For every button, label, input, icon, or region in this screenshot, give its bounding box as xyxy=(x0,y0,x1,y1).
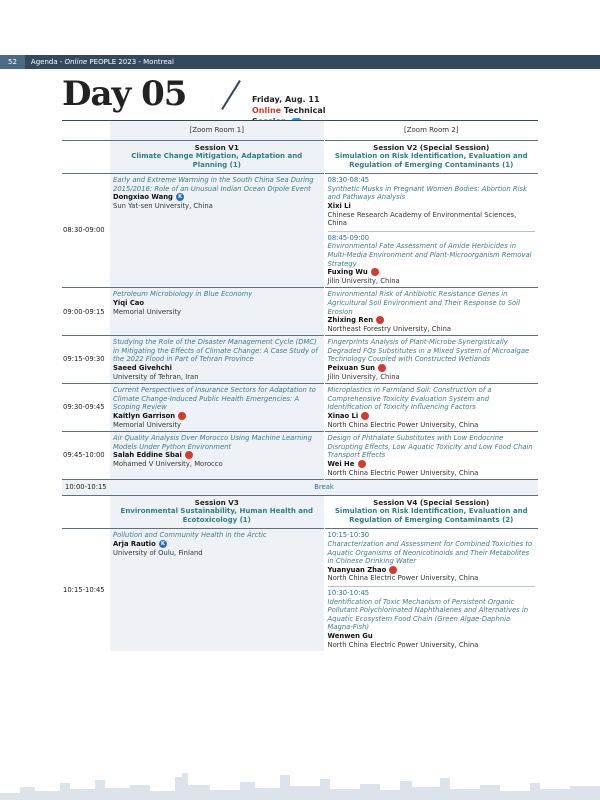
time-slot: 09:00-09:15 xyxy=(62,288,110,336)
table-row xyxy=(62,384,538,432)
talk-cell: Environmental Risk of Antibiotic Resistance Genes in Agricultural Soil Environment and Their Response to Soil Erosion Zhixing Ren Northeast Forestry University, China xyxy=(324,288,538,336)
graduate-cap-icon xyxy=(371,268,379,276)
header-bar xyxy=(0,55,600,69)
table-row xyxy=(62,288,538,336)
session-header-row xyxy=(62,495,538,529)
talk-cell: Fingerprints Analysis of Plant-Microbe Synergistically Degraded FQs Substitutes in a Mixed System of Microalgae Technology Coupled with Constructed Wetlands Peixuan Sun Jilin University, China xyxy=(324,336,538,384)
table-row xyxy=(62,529,538,651)
talk-cell: Pollution and Community Health in the Arctic Arja Rautio K University of Oulu, Finland xyxy=(110,529,324,651)
zoom-room-2: [Zoom Room 2] xyxy=(324,121,538,141)
keynote-icon: K xyxy=(176,193,184,201)
time-slot: 09:15-09:30 xyxy=(62,336,110,384)
graduate-cap-icon xyxy=(389,566,397,574)
time-slot: 10:15-10:45 xyxy=(62,529,110,651)
table-row xyxy=(62,432,538,480)
session-type: Technical xyxy=(283,106,326,115)
talk-cell: Current Perspectives of Insurance Sectors for Adaptation to Climate Change-Induced Public Health Emergencies: A Scoping Review Kaitlyn Garrison Memorial University xyxy=(110,384,324,432)
table-row xyxy=(62,336,538,384)
table-row xyxy=(62,174,538,288)
time-slot: 09:45-10:00 xyxy=(62,432,110,480)
talk-cell: Air Quality Analysis Over Morocco Using Machine Learning Models Under Python Environment Salah Eddine Sbai Mohamed V University, Morocco xyxy=(110,432,324,480)
talk-cell: Early and Extreme Warming in the South China Sea During 2015/2016: Role of an Unusual Indian Ocean Dipole Event Dongxiao Wang K Sun Yat-sen University, China xyxy=(110,174,324,288)
break-label: Break xyxy=(110,480,538,496)
talk-cell: Petroleum Microbiology in Blue Economy Yiqi Cao Memorial University xyxy=(110,288,324,336)
day-date: Friday, Aug. 11 xyxy=(252,95,320,104)
breadcrumb-prefix: Agenda - xyxy=(30,58,65,66)
talk-cell: Microplastics in Farmland Soil: Construction of a Comprehensive Toxicity Evaluation System and Identification of Toxicity Influencing Factors Xinao Li North China Electric Power University, China xyxy=(324,384,538,432)
city-skyline xyxy=(0,755,600,800)
page-number: 52 xyxy=(0,55,25,69)
time-slot: 09:30-09:45 xyxy=(62,384,110,432)
session-v4: Session V4 (Special Session) Simulation on Risk Identification, Evaluation and Regulation of Emerging Contaminants (2) xyxy=(324,495,538,529)
session-header-row xyxy=(62,140,538,174)
session-v3: Session V3 Environmental Sustainability, Human Health and Ecotoxicology (1) xyxy=(110,495,324,529)
break-time: 10:00-10:15 xyxy=(62,480,110,496)
zoom-room-1: [Zoom Room 1] xyxy=(110,121,324,141)
graduate-cap-icon xyxy=(376,316,384,324)
room-row xyxy=(62,121,538,141)
breadcrumb-online: Online xyxy=(64,58,88,66)
break-row xyxy=(62,480,538,496)
online-label: Online xyxy=(252,106,282,115)
breadcrumb-suffix: PEOPLE 2023 - Montreal xyxy=(87,58,174,66)
graduate-cap-icon xyxy=(378,364,386,372)
keynote-icon: K xyxy=(159,540,167,548)
talk-cell: 10:15-10:30 Characterization and Assessment for Combined Toxicities to Aquatic Organisms of Neonicotinoids and Their Metabolites in Chinese Drinking Water Yuanyuan Zhao North China Electric Power University, China 10:30-10:45 Identification of Toxic Mechanism of Persistent Organic Pollutant Polychlorinated Naphthalenes and Alternatives in Aquatic Ecosystem Food Chain (Green Algae-Daphnia Magna-Fish) Wenwen Gu North China Electric Power University, China xyxy=(324,529,538,651)
day-heading xyxy=(62,72,362,116)
day-slash xyxy=(221,80,241,110)
talk-cell: 08:30-08:45 Synthetic Musks in Pregnant Women Bodies: Abortion Risk and Pathways Analysis Xixi Li Chinese Research Academy of Environmental Sciences, China 08:45-09:00 Environmental Fate Assessment of Amide Herbicides in Multi-Media Environment and Plant-Microorganism Removal Strategy Fuxing Wu Jilin University, China xyxy=(324,174,538,288)
time-slot: 08:30-09:00 xyxy=(62,174,110,288)
talk-cell: Studying the Role of the Disaster Management Cycle (DMC) in Mitigating the Effects of Climate Change: A Case Study of the 2022 Flood in Part of Tehran Province Saeed Givehchi University of Tehran, Iran xyxy=(110,336,324,384)
breadcrumb xyxy=(25,58,174,66)
session-v1: Session V1 Climate Change Mitigation, Adaptation and Planning (1) xyxy=(110,140,324,174)
schedule-table xyxy=(62,120,538,651)
graduate-cap-icon xyxy=(178,412,186,420)
graduate-cap-icon xyxy=(361,412,369,420)
graduate-cap-icon xyxy=(358,460,366,468)
day-label: Day 05 xyxy=(62,74,187,114)
session-v2: Session V2 (Special Session) Simulation on Risk Identification, Evaluation and Regulation of Emerging Contaminants (1) xyxy=(324,140,538,174)
graduate-cap-icon xyxy=(185,451,193,459)
talk-cell: Design of Phthalate Substitutes with Low Endocrine Disrupting Effects, Low Aquatic Toxicity and Low Food Chain Transport Effects Wei He North China Electric Power University, China xyxy=(324,432,538,480)
